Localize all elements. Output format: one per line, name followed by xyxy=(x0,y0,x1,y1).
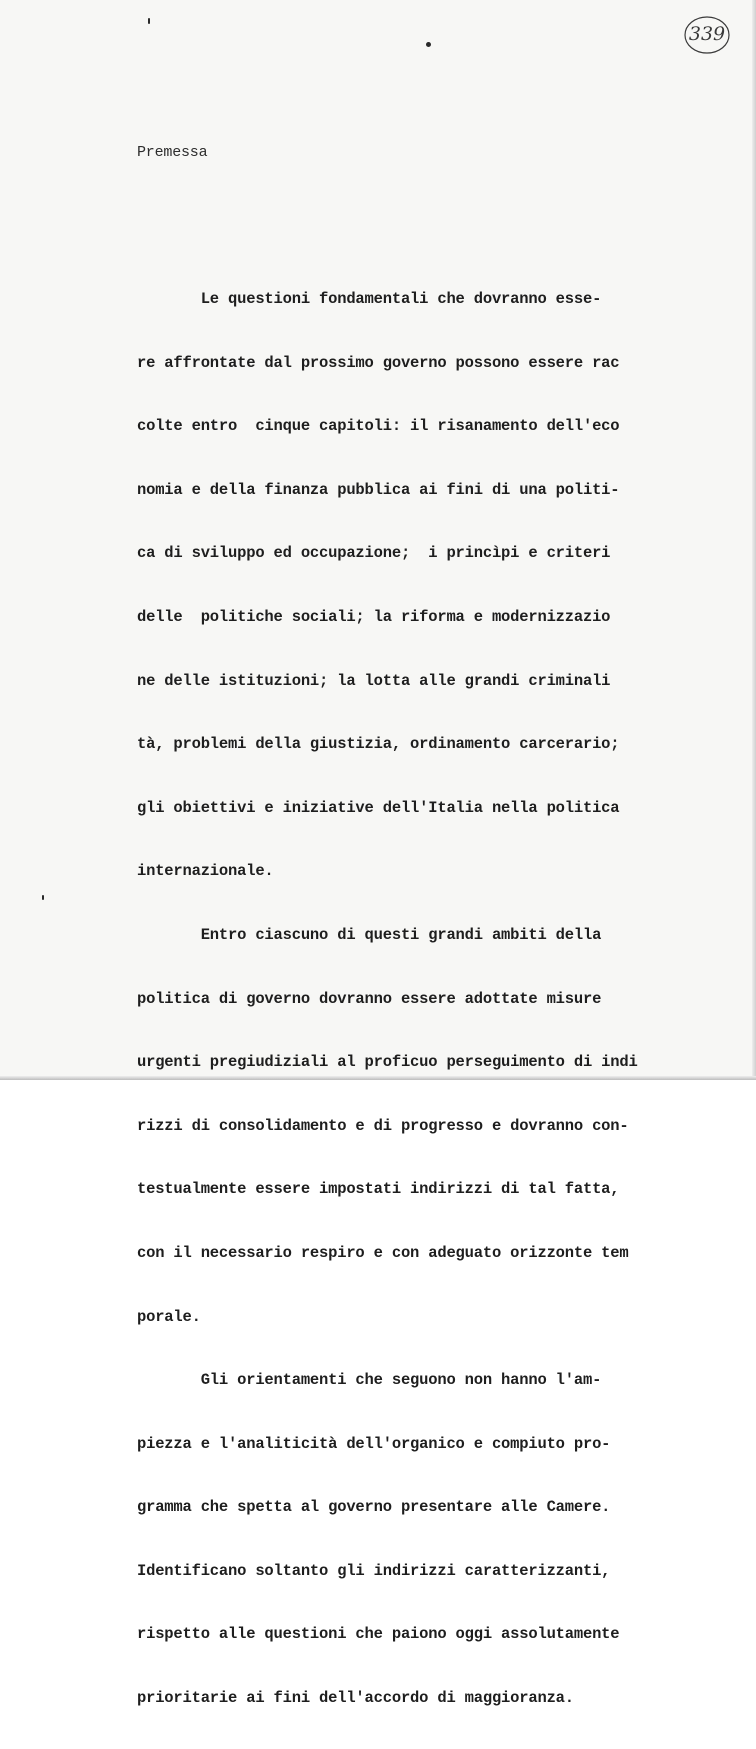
text-line: colte entro cinque capitoli: il risanamento dell'eco xyxy=(137,417,620,436)
text-line: Le questioni fondamentali che dovranno esse- xyxy=(137,290,602,308)
text-line: re affrontate dal prossimo governo possono essere rac xyxy=(137,353,620,372)
text-line: testualmente essere impostati indirizzi di tal fatta, xyxy=(137,1180,620,1199)
text-line: rispetto alle questioni che paiono oggi assolutamente xyxy=(137,1625,620,1644)
page-number: 339 xyxy=(688,23,726,45)
text-line: gramma che spetta al governo presentare alle Camere. xyxy=(137,1498,611,1517)
body-text xyxy=(137,250,638,1749)
text-line: nomia e della finanza pubblica ai fini di una politi- xyxy=(137,480,620,499)
text-line: prioritarie ai fini dell'accordo di maggioranza. xyxy=(137,1689,574,1708)
text-line: internazionale. xyxy=(137,862,274,881)
text-line: porale. xyxy=(137,1307,201,1326)
page-number-stamp xyxy=(683,14,731,56)
text-line: Gli orientamenti che seguono non hanno l'am- xyxy=(137,1371,602,1390)
text-line: ca di sviluppo ed occupazione; i princìpi e criteri xyxy=(137,544,611,563)
ink-speck xyxy=(426,42,431,47)
page-edge-shadow xyxy=(0,1076,756,1080)
text-line: Identificano soltanto gli indirizzi caratterizzanti, xyxy=(137,1561,611,1580)
text-line: piezza e l'analiticità dell'organico e compiuto pro- xyxy=(137,1434,611,1453)
text-line: politica di governo dovranno essere adottate misure xyxy=(137,989,602,1008)
text-line: rizzi di consolidamento e di progresso e dovranno con- xyxy=(137,1116,629,1135)
text-line: Entro ciascuno di questi grandi ambiti della xyxy=(137,925,602,944)
ink-speck xyxy=(42,895,44,900)
text-line: con il necessario respiro e con adeguato orizzonte tem xyxy=(137,1243,629,1262)
text-line: gli obiettivi e iniziative dell'Italia nella politica xyxy=(137,798,620,817)
page-edge-shadow xyxy=(752,0,756,1080)
text-line: delle politiche sociali; la riforma e modernizzazio xyxy=(137,607,611,626)
text-line: ne delle istituzioni; la lotta alle grandi criminali xyxy=(137,671,611,690)
section-heading: Premessa xyxy=(137,144,208,161)
ink-speck xyxy=(148,18,150,24)
text-line: urgenti pregiudiziali al proficuo perseguimento di indi xyxy=(137,1053,638,1072)
text-line: tà, problemi della giustizia, ordinamento carcerario; xyxy=(137,735,620,754)
